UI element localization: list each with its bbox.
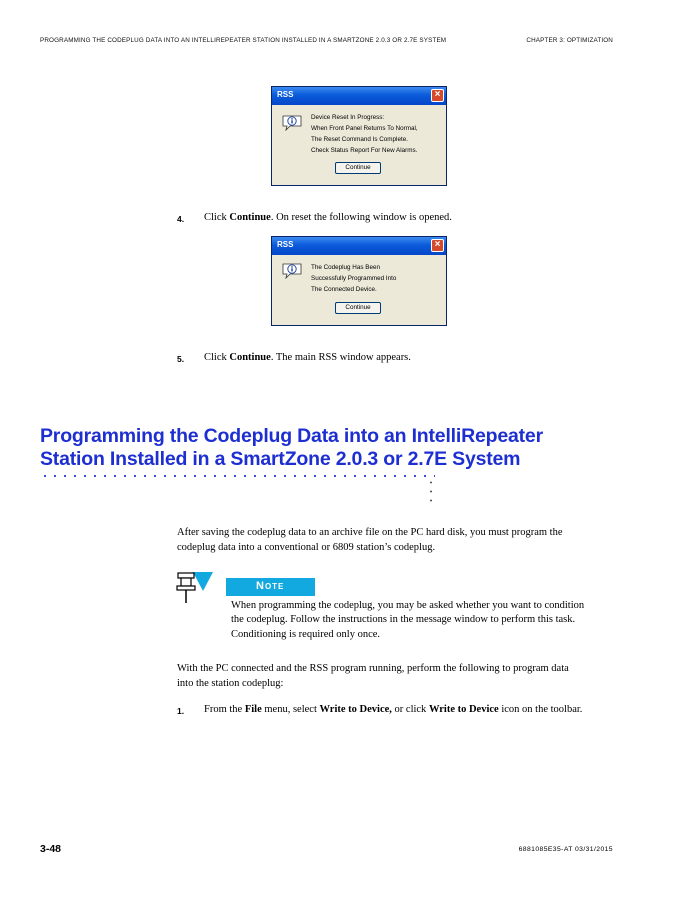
ui-label-file: File	[244, 704, 262, 715]
section-heading	[40, 425, 640, 471]
ui-label-continue: Continue	[229, 212, 271, 223]
step-text	[204, 352, 411, 363]
note-body	[231, 599, 621, 642]
dialog-message-line: The Codeplug Has Been	[311, 264, 380, 271]
step-text-part: Click	[204, 352, 230, 363]
step-text	[204, 212, 452, 223]
continue-button[interactable]: Continue	[335, 162, 381, 174]
step-text-part: menu, select	[261, 704, 320, 715]
step-text-part: Click	[204, 212, 230, 223]
note-line: When programming the codeplug, you may be asked whether you want to condition	[231, 600, 585, 611]
dotted-rule-vertical	[429, 478, 433, 504]
info-icon	[282, 115, 302, 131]
note-line: the codeplug. Follow the instructions in the message window to perform this task.	[231, 614, 576, 626]
dialog-message-line: Check Status Report For New Alarms.	[311, 147, 418, 154]
close-icon[interactable]: ×	[431, 89, 444, 102]
step-number: 4.	[177, 214, 185, 224]
paragraph-line: codeplug data into a conventional or 6809 station’s codeplug.	[177, 542, 436, 553]
dialog-title: RSS	[277, 90, 294, 99]
ui-label-continue: Continue	[229, 352, 271, 363]
running-header-chapter: CHAPTER 3: OPTIMIZATION	[526, 37, 613, 44]
running-header-title: PROGRAMMING THE CODEPLUG DATA INTO AN INTELLIREPEATER STATION INSTALLED IN A SMARTZONE 2.0.3 OR 2.7E SYSTEM	[40, 37, 447, 44]
dialog-title: RSS	[277, 240, 294, 249]
close-icon[interactable]: ×	[431, 239, 444, 252]
section-heading-line: Station Installed in a SmartZone 2.0.3 or 2.7E System	[40, 448, 521, 470]
continue-button[interactable]: Continue	[335, 302, 381, 314]
dialog-message-line: The Reset Command Is Complete.	[311, 136, 408, 143]
paragraph-line: into the station codeplug:	[177, 678, 284, 689]
note-line: Conditioning is required only once.	[231, 628, 381, 640]
dialog-message-line: Successfully Programmed Into	[311, 275, 397, 282]
dialog-titlebar	[272, 87, 446, 105]
procedure-intro-paragraph	[177, 661, 607, 691]
dialog-codeplug-programmed	[271, 236, 447, 326]
step-text-part: From the	[204, 704, 245, 715]
ui-label-write-to-device: Write to Device,	[319, 704, 392, 715]
note-pushpin-icon	[175, 569, 215, 605]
step-text-part: . On reset the following window is opened.	[270, 212, 452, 223]
intro-paragraph	[177, 525, 607, 555]
dialog-titlebar	[272, 237, 446, 255]
dialog-device-reset	[271, 86, 447, 186]
dialog-message	[311, 262, 396, 295]
dialog-message-line: When Front Panel Returns To Normal,	[311, 125, 418, 132]
step-text	[204, 704, 582, 715]
section-heading-line: Programming the Codeplug Data into an IntelliRepeater	[40, 425, 543, 447]
document-id-date: 6881085E35-AT 03/31/2015	[518, 846, 613, 853]
step-text-part: . The main RSS window appears.	[270, 352, 411, 363]
step-number: 1.	[177, 706, 185, 716]
dialog-message-line: The Connected Device.	[311, 286, 377, 293]
note-label: Note	[226, 578, 315, 596]
info-icon	[282, 263, 302, 279]
paragraph-line: After saving the codeplug data to an archive file on the PC hard disk, you must program the	[177, 527, 563, 538]
step-number: 5.	[177, 354, 185, 364]
dialog-message	[311, 112, 418, 156]
page-number: 3-48	[40, 843, 62, 855]
step-text-part: icon on the toolbar.	[498, 704, 583, 715]
dotted-rule	[40, 474, 435, 478]
ui-label-write-to-device: Write to Device	[428, 704, 499, 715]
step-text-part: or click	[391, 704, 429, 715]
dialog-message-line: Device Reset In Progress:	[311, 114, 385, 121]
paragraph-line: With the PC connected and the RSS program running, perform the following to program data	[177, 663, 569, 674]
